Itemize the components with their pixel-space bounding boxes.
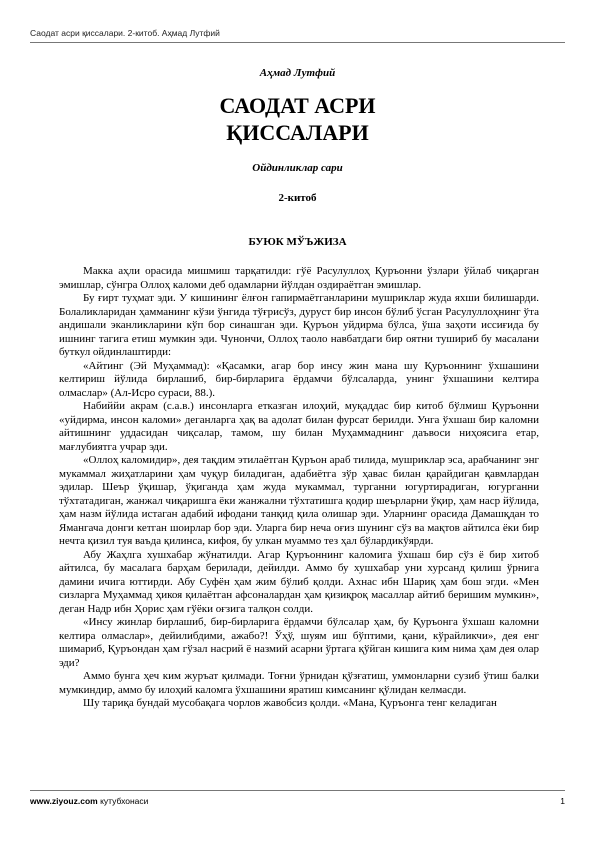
paragraph: Набиййи акрам (с.а.в.) инсонларга етказган илоҳий, муқаддас бир китоб бўлмиш Қуръонни «уйдирма, инсон каломи» деганларга ҳақ ва адолат билан фурсат берилди. Унга ўхшаш бир каломни айтишнинг уддасидан чиқсалар, тамом, шу билан Муҳаммаднинг даъвоси ниҳоясига етар, мағлубиятга учрар эди.: [59, 400, 539, 453]
book-number: 2-китоб: [278, 192, 317, 204]
paragraph: «Оллоҳ каломидир», дея тақдим этилаётган Қуръон араб тилида, мушриклар эса, арабчанинг энг мукаммал жиҳатларини ҳам чуқур биладиган, адабиётга зўр ҳавас билан қарайдиган қавмлардан эдилар. Шеър ўқишар, ўқиганда ҳам жуда мукаммал, турганни югуртирадиган, югурганни тўхтатадиган, жанжал чиқаришга ёки жанжални тўхтатишга қодир шеърларни ўқир, ҳам наср йўлида, ҳам назм йўлида истаган адабий ифодани танқид қила олишар эди. Уларнинг орасида Дамашқдан то Ямангача донги кетган шоирлар бор эди. Уларга бир неча оғиз шунинг сўз ва мақтов айтилса ёки бир нечта қизил туя ваъда қилинса, кифоя, бу улкан муаммо тез ҳал бўлардикўярди.: [59, 454, 539, 547]
paragraph: Шу тариқа бундай мусобақага чорлов жавобсиз қолди. «Мана, Қуръонга тенг келадиган: [83, 697, 497, 709]
paragraph: Аммо бунга ҳеч ким журъат қилмади. Тоғни ўрнидан қўзғатиш, уммонларни сузиб ўтиш балки мумкиндир, аммо бу илоҳий каломга ўхшашини яратиш кимсанинг қўлидан келмасди.: [59, 670, 539, 696]
footer-site-link[interactable]: www.ziyouz.com: [30, 796, 98, 806]
footer-divider: [30, 790, 565, 791]
footer-library-label: кутубхонаси: [100, 796, 149, 806]
footer-source: [30, 796, 148, 806]
author-name: Аҳмад Лутфий: [259, 67, 336, 79]
book-title: [0, 92, 595, 146]
body-text: [59, 265, 539, 711]
series-subtitle: Ойдинликлар сари: [252, 162, 343, 174]
paragraph: «Инсу жинлар бирлашиб, бир-бирларига ёрдамчи бўлсалар ҳам, бу Қуръонга ўхшаш каломни келтира олмаслар», дейилибдими, ажабо?! Ўҳў, шуям иш бўптими, қани, кўрайликчи», дея енг шимариб, Қуръондан ҳам гўзал насрий ё назмий асарни ўртага қўйган кишига ким нима ҳам дея олар эди?: [59, 616, 539, 669]
page-number: 1: [560, 796, 565, 806]
paragraph: «Айтинг (Эй Муҳаммад): «Қасамки, агар бор инсу жин мана шу Қуръоннинг ўхшашини келтириш йўлида бирлашиб, бир-бирларига ёрдамчи бўлсаларда, унинг ўхшашини келтира олмаслар» (Ал-Исро сураси, 88.).: [59, 359, 539, 399]
paragraph: Бу ғирт туҳмат эди. У кишининг ёлғон гапирмаётганларини мушриклар жуда яхши билишарди. Болаликларидан ҳамманинг кўзи ўнгида тўғрисўз, дуруст бир инсон бўлиб ўсган Расулуллоҳнинг ўта андишали эканликларини кўп бор синашган эди. Қуръон уйдирма бўлса, ўша заҳоти иссиғида бу ишнинг тагига етиш мумкин эди. Чунончи, Оллоҳ таоло навбатдаги бир оятни тушириб бу масалани буткул ойдинлаштирди:: [59, 292, 539, 358]
running-header: Саодат асри қиссалари. 2-китоб. Аҳмад Лутфий: [30, 28, 220, 38]
header-divider: [30, 42, 565, 43]
book-title-line-2: ҚИССАЛАРИ: [226, 120, 369, 145]
section-heading: БУЮК МЎЪЖИЗА: [248, 236, 347, 248]
book-title-line-1: САОДАТ АСРИ: [219, 93, 376, 118]
paragraph: Макка аҳли орасида мишмиш тарқатилди: гўё Расулуллоҳ Қуръонни ўзлари ўйлаб чиқарган эмишлар, сўнгра Оллоҳ каломи деб одамларни йўлдан оздираётган эмишлар.: [59, 265, 539, 291]
paragraph: Абу Жаҳлга хушхабар жўнатилди. Агар Қуръоннинг каломига ўхшаш бир сўз ё бир хитоб айтилса, бу масалага барҳам берилади, дейилди. Аммо бу хушхабар уни хурсанд қилиш ўрнига дамини ичига юттирди. Абу Суфён ҳам жим бўлиб қолди. Ахнас ибн Шариқ ҳам бош эгди. «Мен сизларга Муҳаммад ҳикоя қилаётган афсоналардан ҳам қизиқроқ масаллар айтиб беришим мумкин», деган Надр ибн Ҳорис ҳам гўёки оғзига талқон солди.: [59, 548, 539, 615]
